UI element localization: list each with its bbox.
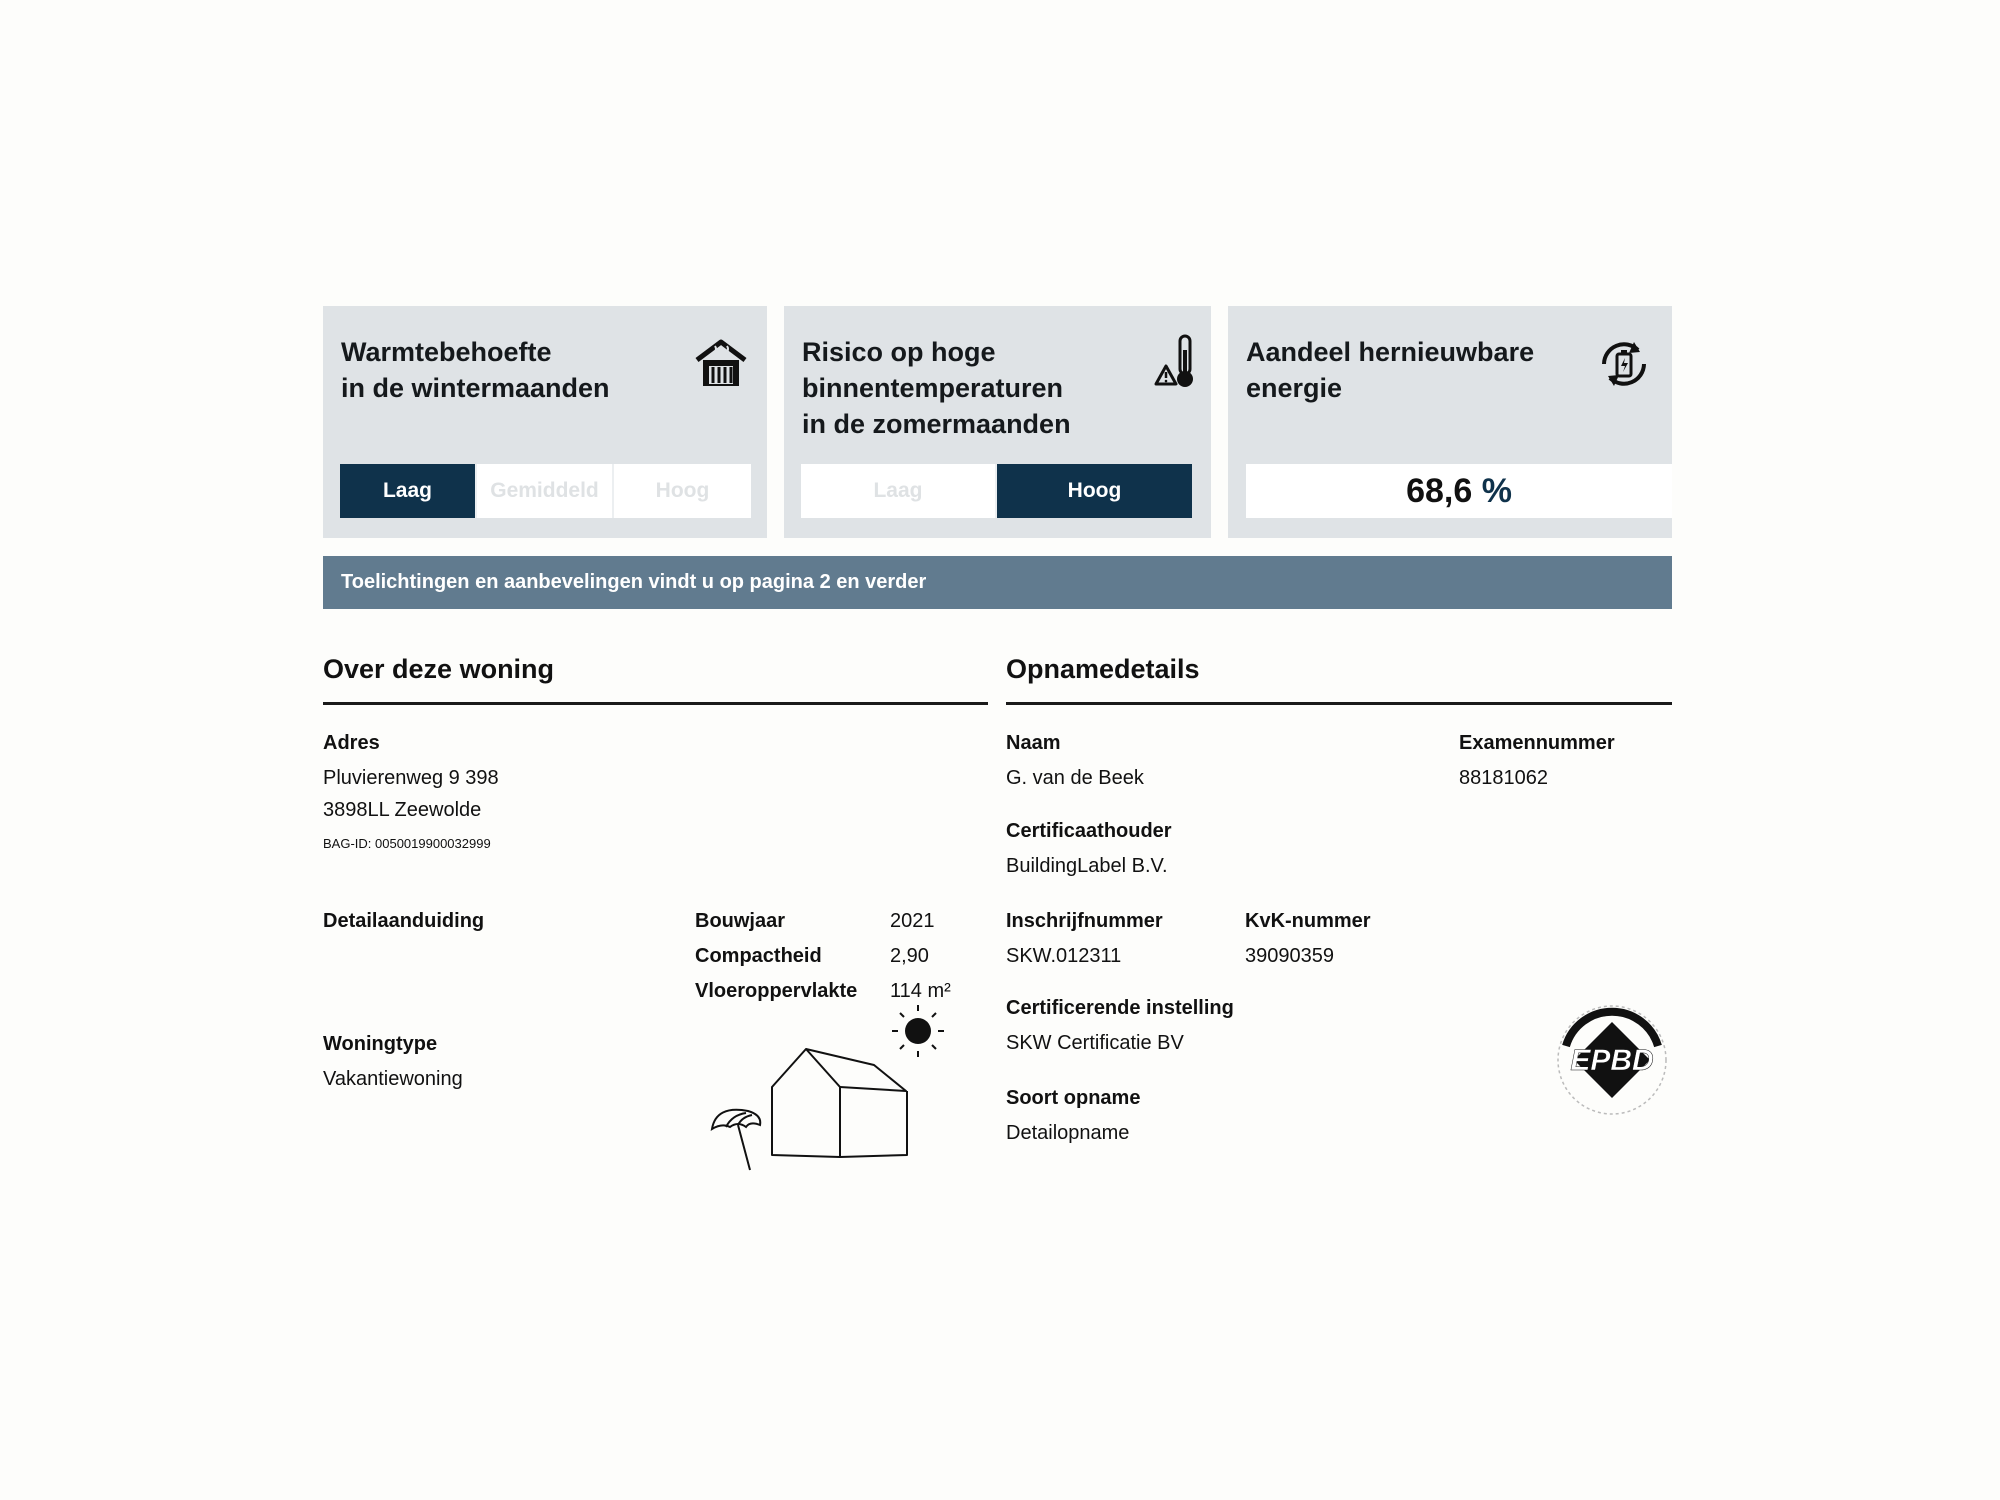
kvk-label: KvK-nummer: [1245, 910, 1371, 932]
opname-section-rule: [1006, 702, 1672, 705]
bag-id: BAG-ID: 0050019900032999: [323, 836, 491, 851]
renewable-share-unit: %: [1481, 472, 1512, 510]
naam-label: Naam: [1006, 732, 1061, 754]
examennummer-value: 88181062: [1459, 767, 1548, 789]
renewable-share-value: [1246, 464, 1672, 518]
renewable-share-title: Aandeel hernieuwbare energie: [1246, 337, 1535, 403]
compactheid-label: Compactheid: [695, 945, 822, 967]
thermometer-warning-icon: [1152, 332, 1198, 395]
woning-section-rule: [323, 702, 988, 705]
kvk-value: 39090359: [1245, 945, 1334, 967]
compactheid-value: 2,90: [890, 945, 929, 967]
heat-demand-card: [323, 306, 767, 538]
woningtype-value: Vakantiewoning: [323, 1068, 463, 1090]
certificerende-instelling-value: SKW Certificatie BV: [1006, 1032, 1184, 1054]
detailaanduiding-label: Detailaanduiding: [323, 910, 485, 932]
overheat-option-laag: Laag: [801, 464, 997, 518]
examennummer-label: Examennummer: [1459, 732, 1615, 754]
holiday-house-icon: [700, 995, 960, 1180]
adres-line1: Pluvierenweg 9 398: [323, 767, 499, 789]
certificaathouder-label: Certificaathouder: [1006, 820, 1172, 842]
soort-opname-value: Detailopname: [1006, 1122, 1130, 1144]
overheating-risk-scale: [801, 464, 1192, 518]
vloeroppervlakte-label: Vloeroppervlakte: [695, 980, 858, 1002]
epbd-logo-icon: [1552, 1000, 1672, 1125]
heat-option-hoog: Hoog: [655, 479, 710, 502]
certificaathouder-value: BuildingLabel B.V.: [1006, 855, 1168, 877]
epbd-logo-text: EPBD: [1570, 1044, 1654, 1077]
naam-value: G. van de Beek: [1006, 767, 1144, 789]
heat-option-laag: Laag: [340, 464, 477, 518]
bouwjaar-label: Bouwjaar: [695, 910, 786, 932]
info-banner: Toelichtingen en aanbevelingen vindt u op pagina 2 en verder: [323, 556, 1672, 609]
heat-demand-title: Warmtebehoefte in de wintermaanden: [341, 337, 610, 403]
heat-demand-scale: [340, 464, 751, 518]
woningtype-label: Woningtype: [323, 1033, 438, 1055]
renewable-share-number: 68,6: [1406, 472, 1473, 510]
soort-opname-label: Soort opname: [1006, 1087, 1141, 1109]
overheating-risk-title: Risico op hoge binnentemperaturen in de zomermaanden: [802, 337, 1071, 439]
adres-label: Adres: [323, 732, 380, 754]
woning-section-title: Over deze woning: [323, 654, 555, 684]
renewable-share-card: [1228, 306, 1672, 538]
renewable-battery-icon: [1594, 334, 1654, 399]
vloeroppervlakte-value: 114 m²: [890, 980, 951, 1002]
house-heating-icon: [693, 336, 749, 397]
certificerende-instelling-label: Certificerende instelling: [1006, 997, 1234, 1019]
overheating-risk-card: [784, 306, 1211, 538]
inschrijfnummer-label: Inschrijfnummer: [1006, 910, 1163, 932]
opname-section-title: Opnamedetails: [1006, 654, 1200, 684]
overheat-option-hoog: Hoog: [997, 464, 1192, 518]
inschrijfnummer-value: SKW.012311: [1006, 945, 1122, 967]
adres-line2: 3898LL Zeewolde: [323, 799, 482, 821]
bouwjaar-value: 2021: [890, 910, 935, 932]
heat-option-gemiddeld: Gemiddeld: [477, 464, 614, 518]
